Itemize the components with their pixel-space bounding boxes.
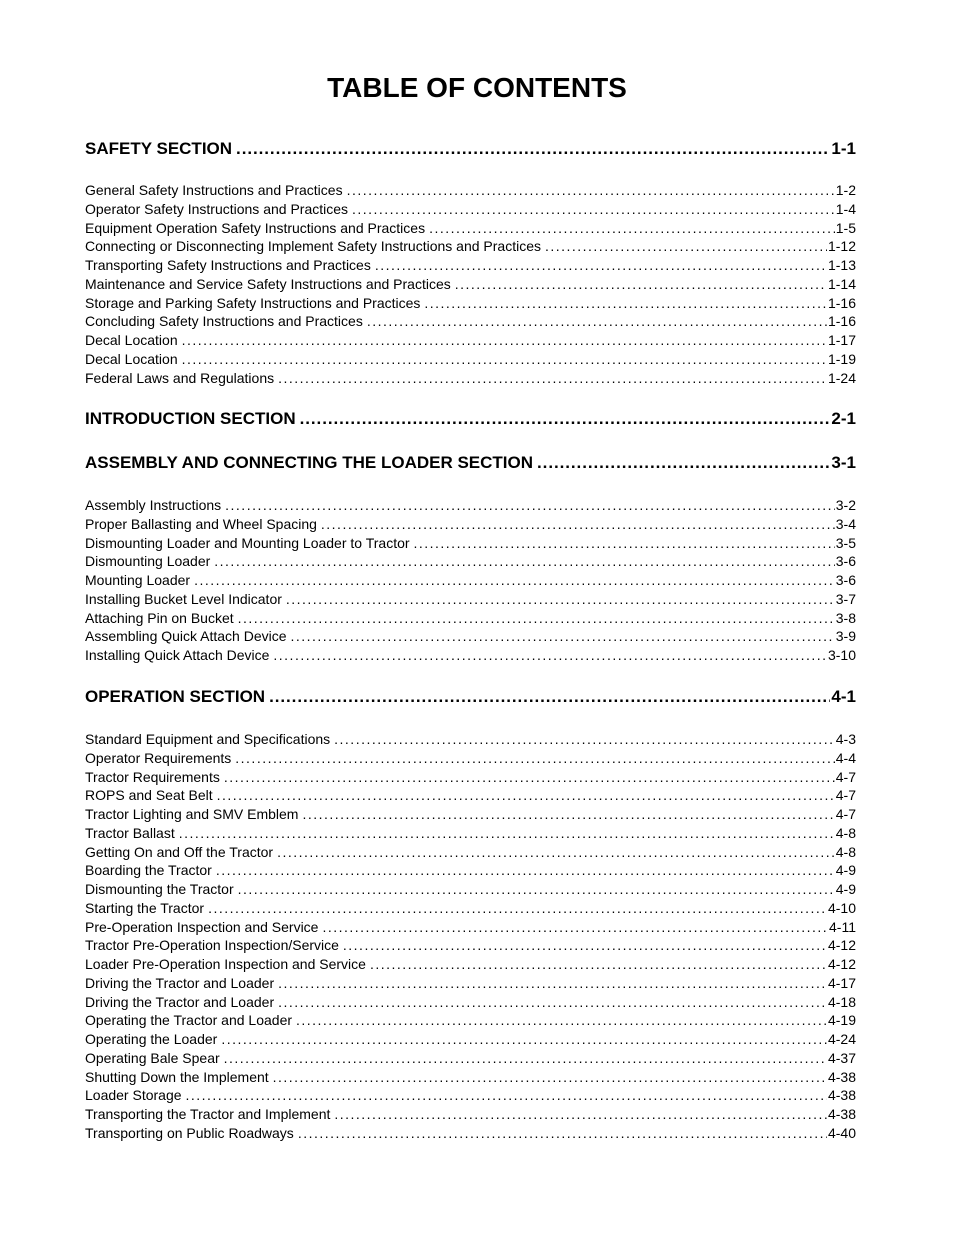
toc-entry-page-number: 4-40 [827, 1125, 856, 1141]
toc-entry-label: Installing Bucket Level Indicator [85, 591, 282, 607]
toc-entry-label: Operator Requirements [85, 750, 232, 766]
toc-entry[interactable] [85, 994, 856, 1012]
toc-entry[interactable] [85, 610, 856, 628]
toc-section-heading-label: ASSEMBLY AND CONNECTING THE LOADER SECTION [85, 453, 534, 472]
toc-entry-label: Transporting the Tractor and Implement [85, 1106, 331, 1122]
toc-entry-label: General Safety Instructions and Practices [85, 182, 343, 198]
toc-entry-page-number: 4-12 [827, 956, 856, 972]
toc-entry[interactable] [85, 351, 856, 369]
dot-leader [224, 769, 835, 785]
toc-entry-page-number: 3-9 [835, 628, 856, 644]
toc-entry-label: Assembly Instructions [85, 497, 222, 513]
toc-entry[interactable] [85, 956, 856, 974]
toc-entry-label: Dismounting Loader and Mounting Loader to Tractor [85, 535, 410, 551]
dot-leader [291, 628, 835, 644]
toc-entry[interactable] [85, 975, 856, 993]
toc-entry[interactable] [85, 1087, 856, 1105]
dot-leader [277, 844, 835, 860]
toc-entry[interactable] [85, 1050, 856, 1068]
dot-leader [321, 516, 835, 532]
dot-leader [221, 1031, 827, 1047]
toc-entry-label: Dismounting Loader [85, 553, 211, 569]
toc-entry[interactable] [85, 182, 856, 200]
dot-leader [278, 975, 827, 991]
toc-entry-page-number: 1-2 [835, 182, 856, 198]
dot-leader [194, 572, 835, 588]
toc-entry[interactable] [85, 825, 856, 843]
toc-entry-page-number: 4-38 [827, 1069, 856, 1085]
toc-entry-page-number: 3-10 [827, 647, 856, 663]
toc-entry[interactable] [85, 313, 856, 331]
toc-entry-page-number: 4-19 [827, 1012, 856, 1028]
dot-leader [217, 787, 835, 803]
dot-leader [300, 409, 831, 429]
toc-entry-page-number: 3-7 [835, 591, 856, 607]
toc-entry-page-number: 3-5 [835, 535, 856, 551]
toc-entry-label: Storage and Parking Safety Instructions and Practices [85, 295, 421, 311]
dot-leader [347, 182, 835, 198]
toc-section-heading[interactable] [85, 139, 856, 161]
toc-entry[interactable] [85, 628, 856, 646]
dot-leader [278, 994, 827, 1010]
toc-entry-label: Starting the Tractor [85, 900, 205, 916]
toc-entry-page-number: 4-18 [827, 994, 856, 1010]
dot-leader [334, 731, 835, 747]
toc-entry[interactable] [85, 257, 856, 275]
toc-entry-label: Connecting or Disconnecting Implement Safety Instructions and Practices [85, 238, 542, 254]
toc-section-heading-page-number: 1-1 [831, 139, 856, 158]
toc-entry-label: Loader Pre-Operation Inspection and Service [85, 956, 366, 972]
dot-leader [182, 332, 827, 348]
dot-leader [322, 919, 828, 935]
dot-leader [424, 295, 827, 311]
dot-leader [375, 257, 827, 273]
toc-entry-page-number: 1-5 [835, 220, 856, 236]
toc-entry-label: Federal Laws and Regulations [85, 370, 275, 386]
toc-entry[interactable] [85, 862, 856, 880]
dot-leader [179, 825, 835, 841]
toc-entry-label: Dismounting the Tractor [85, 881, 234, 897]
toc-section-heading[interactable] [85, 687, 856, 709]
dot-leader [224, 1050, 827, 1066]
toc-entry-label: Mounting Loader [85, 572, 191, 588]
toc-entry-label: Tractor Pre-Operation Inspection/Service [85, 937, 339, 953]
toc-entry-page-number: 4-38 [827, 1106, 856, 1122]
toc-entry[interactable] [85, 1069, 856, 1087]
dot-leader [455, 276, 827, 292]
toc-entry-page-number: 1-4 [835, 201, 856, 217]
dot-leader [214, 553, 834, 569]
toc-entry[interactable] [85, 731, 856, 749]
toc-section-heading-page-number: 3-1 [831, 453, 856, 472]
toc-entry-page-number: 4-37 [827, 1050, 856, 1066]
toc-entry-label: Operator Safety Instructions and Practices [85, 201, 349, 217]
toc-entry-page-number: 4-9 [835, 881, 856, 897]
toc-entry-label: Maintenance and Service Safety Instructions and Practices [85, 276, 451, 292]
toc-entry-page-number: 4-4 [835, 750, 856, 766]
toc-entry-page-number: 1-24 [827, 370, 856, 386]
dot-leader [429, 220, 835, 236]
toc-entry-label: Getting On and Off the Tractor [85, 844, 274, 860]
toc-section-heading-label: SAFETY SECTION [85, 139, 233, 158]
dot-leader [208, 900, 827, 916]
toc-entry[interactable] [85, 591, 856, 609]
dot-leader [286, 591, 835, 607]
toc-entry-label: Equipment Operation Safety Instructions and Practices [85, 220, 426, 236]
toc-entry-page-number: 3-8 [835, 610, 856, 626]
dot-leader [367, 313, 827, 329]
toc-section-heading[interactable] [85, 453, 856, 475]
toc-entry[interactable] [85, 201, 856, 219]
toc-entry-page-number: 4-8 [835, 825, 856, 841]
dot-leader [238, 610, 835, 626]
dot-leader [216, 862, 835, 878]
toc-entry-page-number: 1-16 [827, 295, 856, 311]
dot-leader [370, 956, 827, 972]
toc-entry-label: ROPS and Seat Belt [85, 787, 213, 803]
dot-leader [186, 1087, 827, 1103]
toc-entry-page-number: 4-11 [829, 919, 856, 935]
toc-entry[interactable] [85, 769, 856, 787]
toc-entry-page-number: 3-2 [835, 497, 856, 513]
toc-entry-page-number: 4-8 [835, 844, 856, 860]
toc-entry-label: Pre-Operation Inspection and Service [85, 919, 319, 935]
toc-entry[interactable] [85, 276, 856, 294]
page-title: TABLE OF CONTENTS [327, 72, 627, 103]
toc-entry-page-number: 4-10 [827, 900, 856, 916]
dot-leader [182, 351, 827, 367]
toc-entry[interactable] [85, 295, 856, 313]
dot-leader [278, 370, 827, 386]
toc-entry[interactable] [85, 535, 856, 553]
toc-entry-label: Installing Quick Attach Device [85, 647, 270, 663]
toc-entry-label: Transporting Safety Instructions and Practices [85, 257, 371, 273]
dot-leader [298, 1125, 827, 1141]
toc-entry-label: Transporting on Public Roadways [85, 1125, 294, 1141]
dot-leader [269, 687, 830, 707]
toc-entry-page-number: 1-17 [827, 332, 856, 348]
toc-section-heading[interactable] [85, 409, 856, 431]
toc-entry-page-number: 1-14 [827, 276, 856, 292]
toc-entry[interactable] [85, 787, 856, 805]
toc-entry[interactable] [85, 1012, 856, 1030]
toc-entry-page-number: 4-9 [835, 862, 856, 878]
dot-leader [537, 453, 830, 473]
toc-entry-page-number: 1-13 [827, 257, 856, 273]
toc-entry-page-number: 3-6 [835, 572, 856, 588]
toc-entry[interactable] [85, 1106, 856, 1124]
toc-entry[interactable] [85, 553, 856, 571]
toc-entry-label: Assembling Quick Attach Device [85, 628, 287, 644]
dot-leader [273, 1069, 827, 1085]
toc-entry-label: Attaching Pin on Bucket [85, 610, 234, 626]
toc-entry[interactable] [85, 516, 856, 534]
toc-entry[interactable] [85, 844, 856, 862]
toc-entry-label: Driving the Tractor and Loader [85, 994, 275, 1010]
toc-entry-page-number: 4-38 [827, 1087, 856, 1103]
toc-entry-label: Concluding Safety Instructions and Practices [85, 313, 363, 329]
toc-entry-label: Operating the Tractor and Loader [85, 1012, 293, 1028]
toc-entry[interactable] [85, 806, 856, 824]
toc-entry-page-number: 1-16 [827, 313, 856, 329]
toc-entry[interactable] [85, 900, 856, 918]
toc-entry-label: Operating the Loader [85, 1031, 218, 1047]
toc-section-heading-page-number: 4-1 [831, 687, 856, 706]
dot-leader [236, 139, 830, 159]
dot-leader [352, 201, 835, 217]
toc-entry-page-number: 4-12 [827, 937, 856, 953]
dot-leader [334, 1106, 827, 1122]
toc-entry[interactable] [85, 332, 856, 350]
toc-entry[interactable] [85, 572, 856, 590]
toc-entry[interactable] [85, 238, 856, 256]
toc-section-heading-page-number: 2-1 [831, 409, 856, 428]
toc-entry-label: Decal Location [85, 332, 178, 348]
toc-entry-label: Decal Location [85, 351, 178, 367]
toc-entry[interactable] [85, 1031, 856, 1049]
toc-entry-label: Loader Storage [85, 1087, 182, 1103]
toc-entry-page-number: 4-24 [827, 1031, 856, 1047]
dot-leader [414, 535, 835, 551]
toc-entry-label: Tractor Lighting and SMV Emblem [85, 806, 299, 822]
toc-entry[interactable] [85, 881, 856, 899]
toc-entry-page-number: 4-7 [835, 769, 856, 785]
dot-leader [296, 1012, 827, 1028]
dot-leader [238, 881, 835, 897]
toc-entry[interactable] [85, 919, 856, 937]
toc-entry-label: Standard Equipment and Specifications [85, 731, 331, 747]
toc-entry-label: Driving the Tractor and Loader [85, 975, 275, 991]
toc-entry-page-number: 3-4 [835, 516, 856, 532]
toc-entry-label: Boarding the Tractor [85, 862, 212, 878]
toc-entry[interactable] [85, 1125, 856, 1143]
toc-entry-label: Operating Bale Spear [85, 1050, 220, 1066]
toc-entry-label: Tractor Ballast [85, 825, 175, 841]
toc-entry-page-number: 4-17 [827, 975, 856, 991]
toc-entry[interactable] [85, 220, 856, 238]
toc-entry-label: Shutting Down the Implement [85, 1069, 269, 1085]
toc-entry-page-number: 3-6 [835, 553, 856, 569]
dot-leader [273, 647, 827, 663]
toc-entry-label: Tractor Requirements [85, 769, 220, 785]
toc-entry[interactable] [85, 497, 856, 515]
toc-entry[interactable] [85, 937, 856, 955]
toc-entry[interactable] [85, 647, 856, 665]
dot-leader [545, 238, 827, 254]
dot-leader [343, 937, 827, 953]
dot-leader [225, 497, 835, 513]
toc-section-heading-label: OPERATION SECTION [85, 687, 266, 706]
dot-leader [235, 750, 834, 766]
toc-entry-page-number: 4-7 [835, 787, 856, 803]
toc-entry-label: Proper Ballasting and Wheel Spacing [85, 516, 317, 532]
toc-entry-page-number: 1-12 [827, 238, 856, 254]
toc-entry[interactable] [85, 750, 856, 768]
toc-entry-page-number: 1-19 [827, 351, 856, 367]
toc-entry[interactable] [85, 370, 856, 388]
dot-leader [302, 806, 834, 822]
toc-section-heading-label: INTRODUCTION SECTION [85, 409, 296, 428]
toc-entry-page-number: 4-3 [835, 731, 856, 747]
toc-entry-page-number: 4-7 [835, 806, 856, 822]
